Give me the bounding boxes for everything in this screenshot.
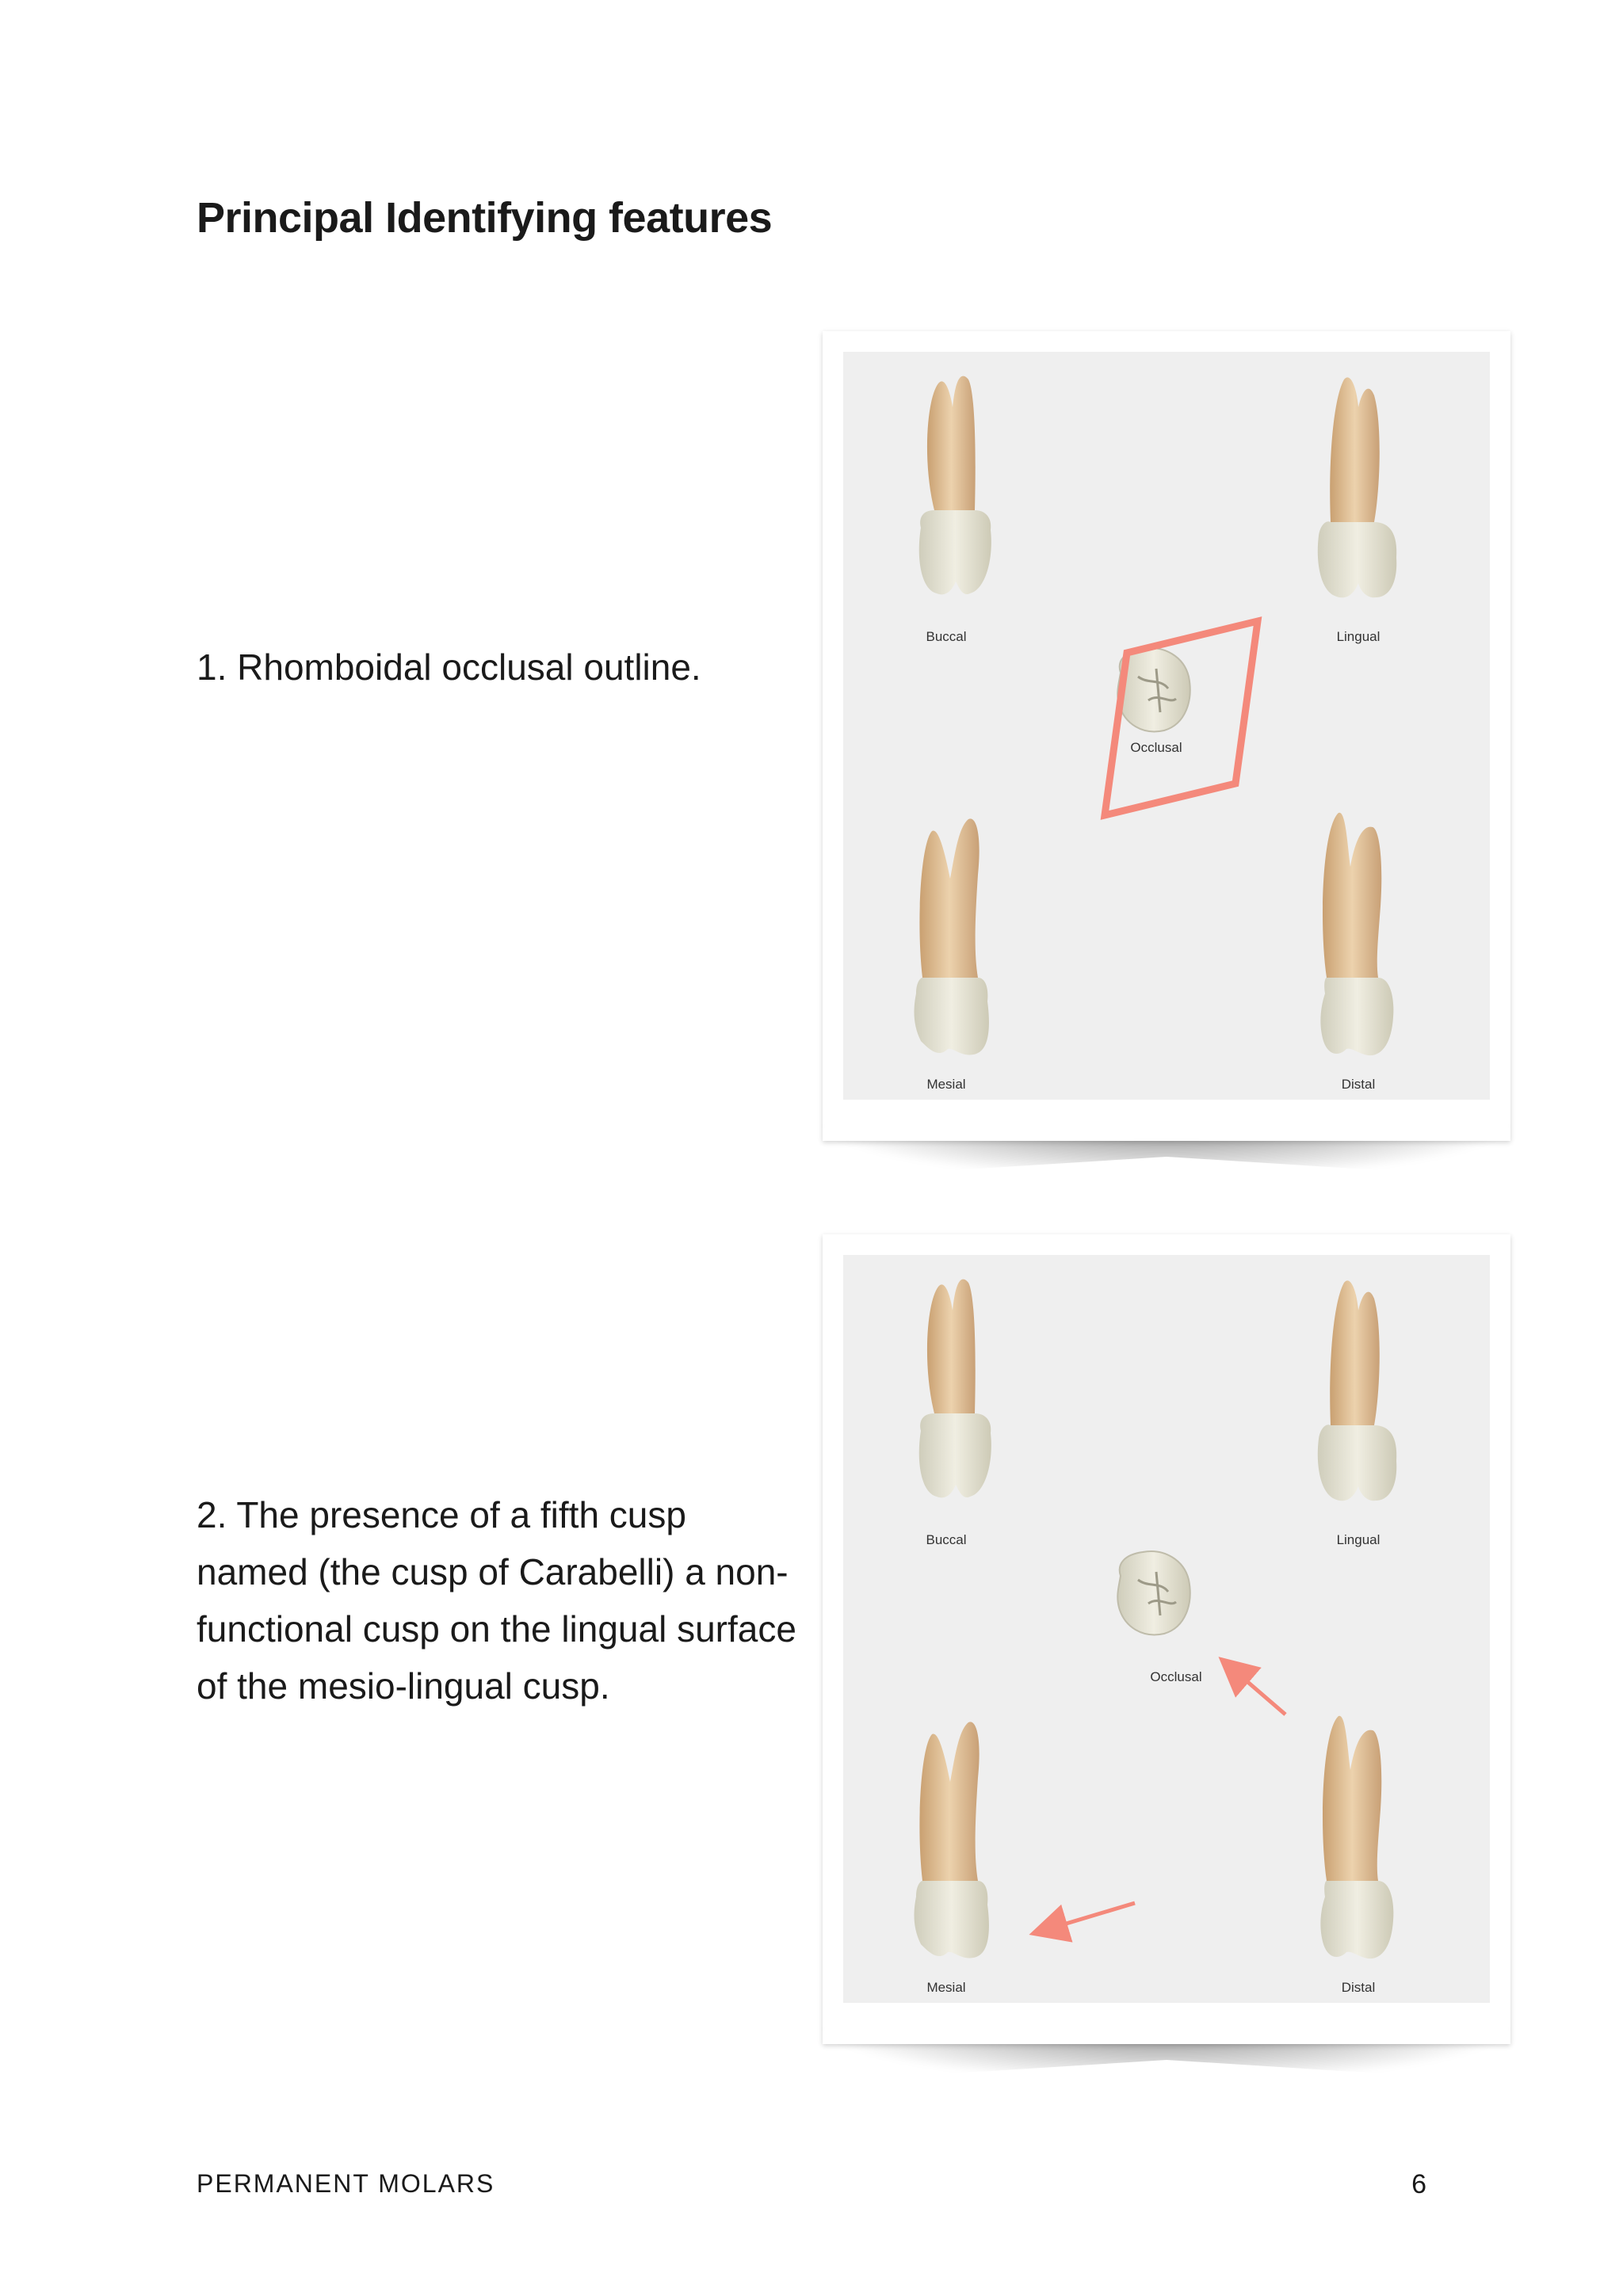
label-buccal: Buccal (926, 1532, 967, 1547)
label-occlusal: Occlusal (1130, 740, 1182, 755)
page-number: 6 (1411, 2169, 1426, 2199)
label-distal: Distal (1341, 1980, 1376, 1995)
molar-views-illustration (843, 352, 1490, 1100)
molar-views-illustration (843, 1255, 1490, 2003)
feature-item-2: 2. The presence of a fifth cusp named (the cusp of Carabelli) a non-functional cusp on the lingual surface of the mesio-lingual cusp. (197, 1494, 796, 1707)
footer-section-title: PERMANENT MOLARS (197, 2169, 495, 2198)
label-lingual: Lingual (1336, 629, 1381, 644)
label-buccal: Buccal (926, 629, 967, 644)
page-title: Principal Identifying features (197, 194, 773, 242)
feature-item-1: 1. Rhomboidal occlusal outline. (197, 646, 701, 688)
label-occlusal: Occlusal (1150, 1669, 1202, 1684)
label-mesial: Mesial (926, 1077, 966, 1092)
label-lingual: Lingual (1336, 1532, 1381, 1547)
label-mesial: Mesial (926, 1980, 966, 1995)
label-distal: Distal (1341, 1077, 1376, 1092)
